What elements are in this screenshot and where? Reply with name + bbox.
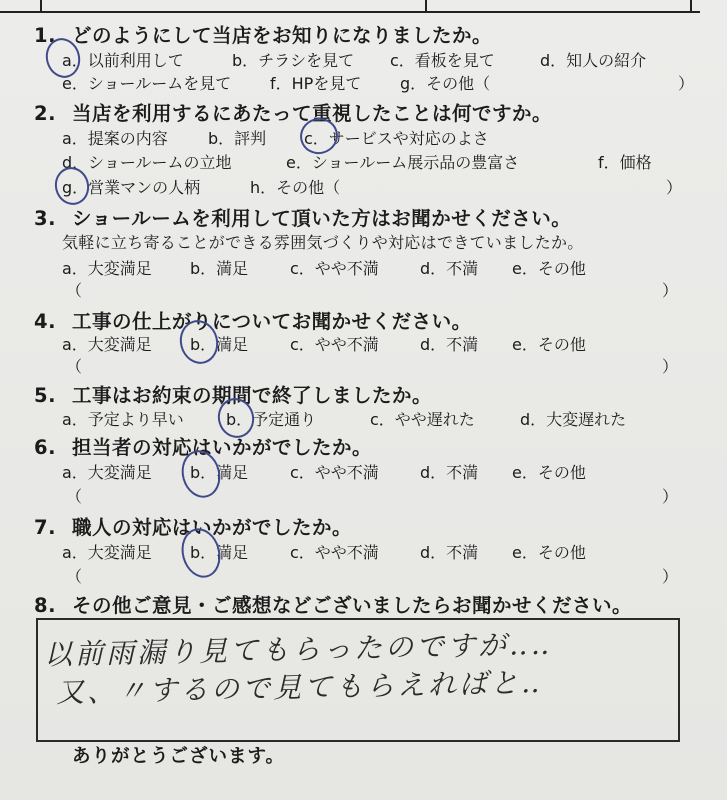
table-top-lines [0,0,727,16]
closing-thanks: ありがとうございます。 [72,746,286,767]
option-4b[interactable]: b．満足 [190,335,249,354]
question-text: 工事の仕上がりについてお聞かせください。 [72,310,472,333]
paren-close: ） [678,74,695,93]
option-2c[interactable]: c．サービスや対応のよさ [304,129,489,148]
option-6c[interactable]: c．やや不満 [290,463,379,482]
question-3-title [34,203,571,231]
question-text: その他ご意見・ご感想などございましたらお聞かせください。 [72,594,633,617]
handwritten-comment-line-2: 又、〃するので見てもらえればと‥ [55,665,544,710]
paren-close: ） [662,567,679,586]
divider [40,0,42,12]
option-4c[interactable]: c．やや不満 [290,335,379,354]
paren-open: （ [66,281,83,300]
question-number: 1. [34,24,56,47]
option-2f[interactable]: f．価格 [598,153,652,172]
option-2g[interactable]: g．営業マンの人柄 [62,178,201,197]
option-7b[interactable]: b．満足 [190,543,249,562]
option-3d[interactable]: d．不満 [420,259,479,278]
option-3b[interactable]: b．満足 [190,259,249,278]
option-3a[interactable]: a．大変満足 [62,259,152,278]
question-number: 3. [34,207,56,230]
option-6a[interactable]: a．大変満足 [62,463,152,482]
option-1a[interactable]: a．以前利用して [62,51,184,70]
question-number: 2. [34,102,56,125]
divider [690,0,692,12]
option-7d[interactable]: d．不満 [420,543,479,562]
option-1c[interactable]: c．看板を見て [390,51,495,70]
question-number: 8. [34,594,56,617]
option-7c[interactable]: c．やや不満 [290,543,379,562]
option-4a[interactable]: a．大変満足 [62,335,152,354]
paren-close: ） [662,281,679,300]
paren-close: ） [662,487,679,506]
question-8-title [34,590,632,618]
option-5d[interactable]: d．大変遅れた [520,410,627,429]
question-number: 5. [34,384,56,407]
question-text: 工事はお約束の期間で終了しましたか。 [72,384,433,407]
question-2-title [34,98,552,126]
question-number: 7. [34,516,56,539]
question-number: 6. [34,436,56,459]
question-text: 当店を利用するにあたって重視したことは何ですか。 [72,102,553,125]
option-6d[interactable]: d．不満 [420,463,479,482]
question-text: どのようにして当店をお知りになりましたか。 [72,24,493,47]
paren-open: （ [66,567,83,586]
option-4d[interactable]: d．不満 [420,335,479,354]
option-2e[interactable]: e．ショールーム展示品の豊富さ [286,153,520,172]
option-1e[interactable]: e．ショールームを見て [62,74,232,93]
option-5a[interactable]: a．予定より早い [62,410,184,429]
question-text: 担当者の対応はいかがでしたか。 [72,436,373,459]
option-1d[interactable]: d．知人の紹介 [540,51,647,70]
option-2a[interactable]: a．提案の内容 [62,129,168,148]
handwritten-comment-line-1: 以前雨漏り見てもらったのですが‥‥ [43,627,553,672]
question-4-title [34,306,472,334]
option-4e[interactable]: e．その他 [512,335,586,354]
question-3-subtext: 気軽に立ち寄ることができる雰囲気づくりや対応はできていましたか。 [62,233,584,252]
divider [425,0,427,12]
option-3e[interactable]: e．その他 [512,259,586,278]
option-3c[interactable]: c．やや不満 [290,259,379,278]
option-2b[interactable]: b．評判 [208,129,267,148]
option-2h[interactable]: h．その他（ [250,178,341,197]
option-1g[interactable]: g．その他（ [400,74,491,93]
option-1b[interactable]: b．チラシを見て [232,51,355,70]
question-text: ショールームを利用して頂いた方はお聞かせください。 [72,207,572,230]
paren-close: ） [666,178,683,197]
question-number: 4. [34,310,56,333]
question-text: 職人の対応はいかがでしたか。 [72,516,353,539]
paren-close: ） [662,357,679,376]
option-1f[interactable]: f．HPを見て [270,74,362,93]
question-1-title [34,20,492,48]
option-7a[interactable]: a．大変満足 [62,543,152,562]
option-7e[interactable]: e．その他 [512,543,586,562]
paren-open: （ [66,487,83,506]
option-6b[interactable]: b．満足 [190,463,249,482]
option-5c[interactable]: c．やや遅れた [370,410,475,429]
comment-box[interactable] [36,618,680,742]
option-6e[interactable]: e．その他 [512,463,586,482]
paren-open: （ [66,357,83,376]
option-2d[interactable]: d．ショールームの立地 [62,153,232,172]
option-5b[interactable]: b．予定通り [226,410,317,429]
divider [0,11,700,13]
